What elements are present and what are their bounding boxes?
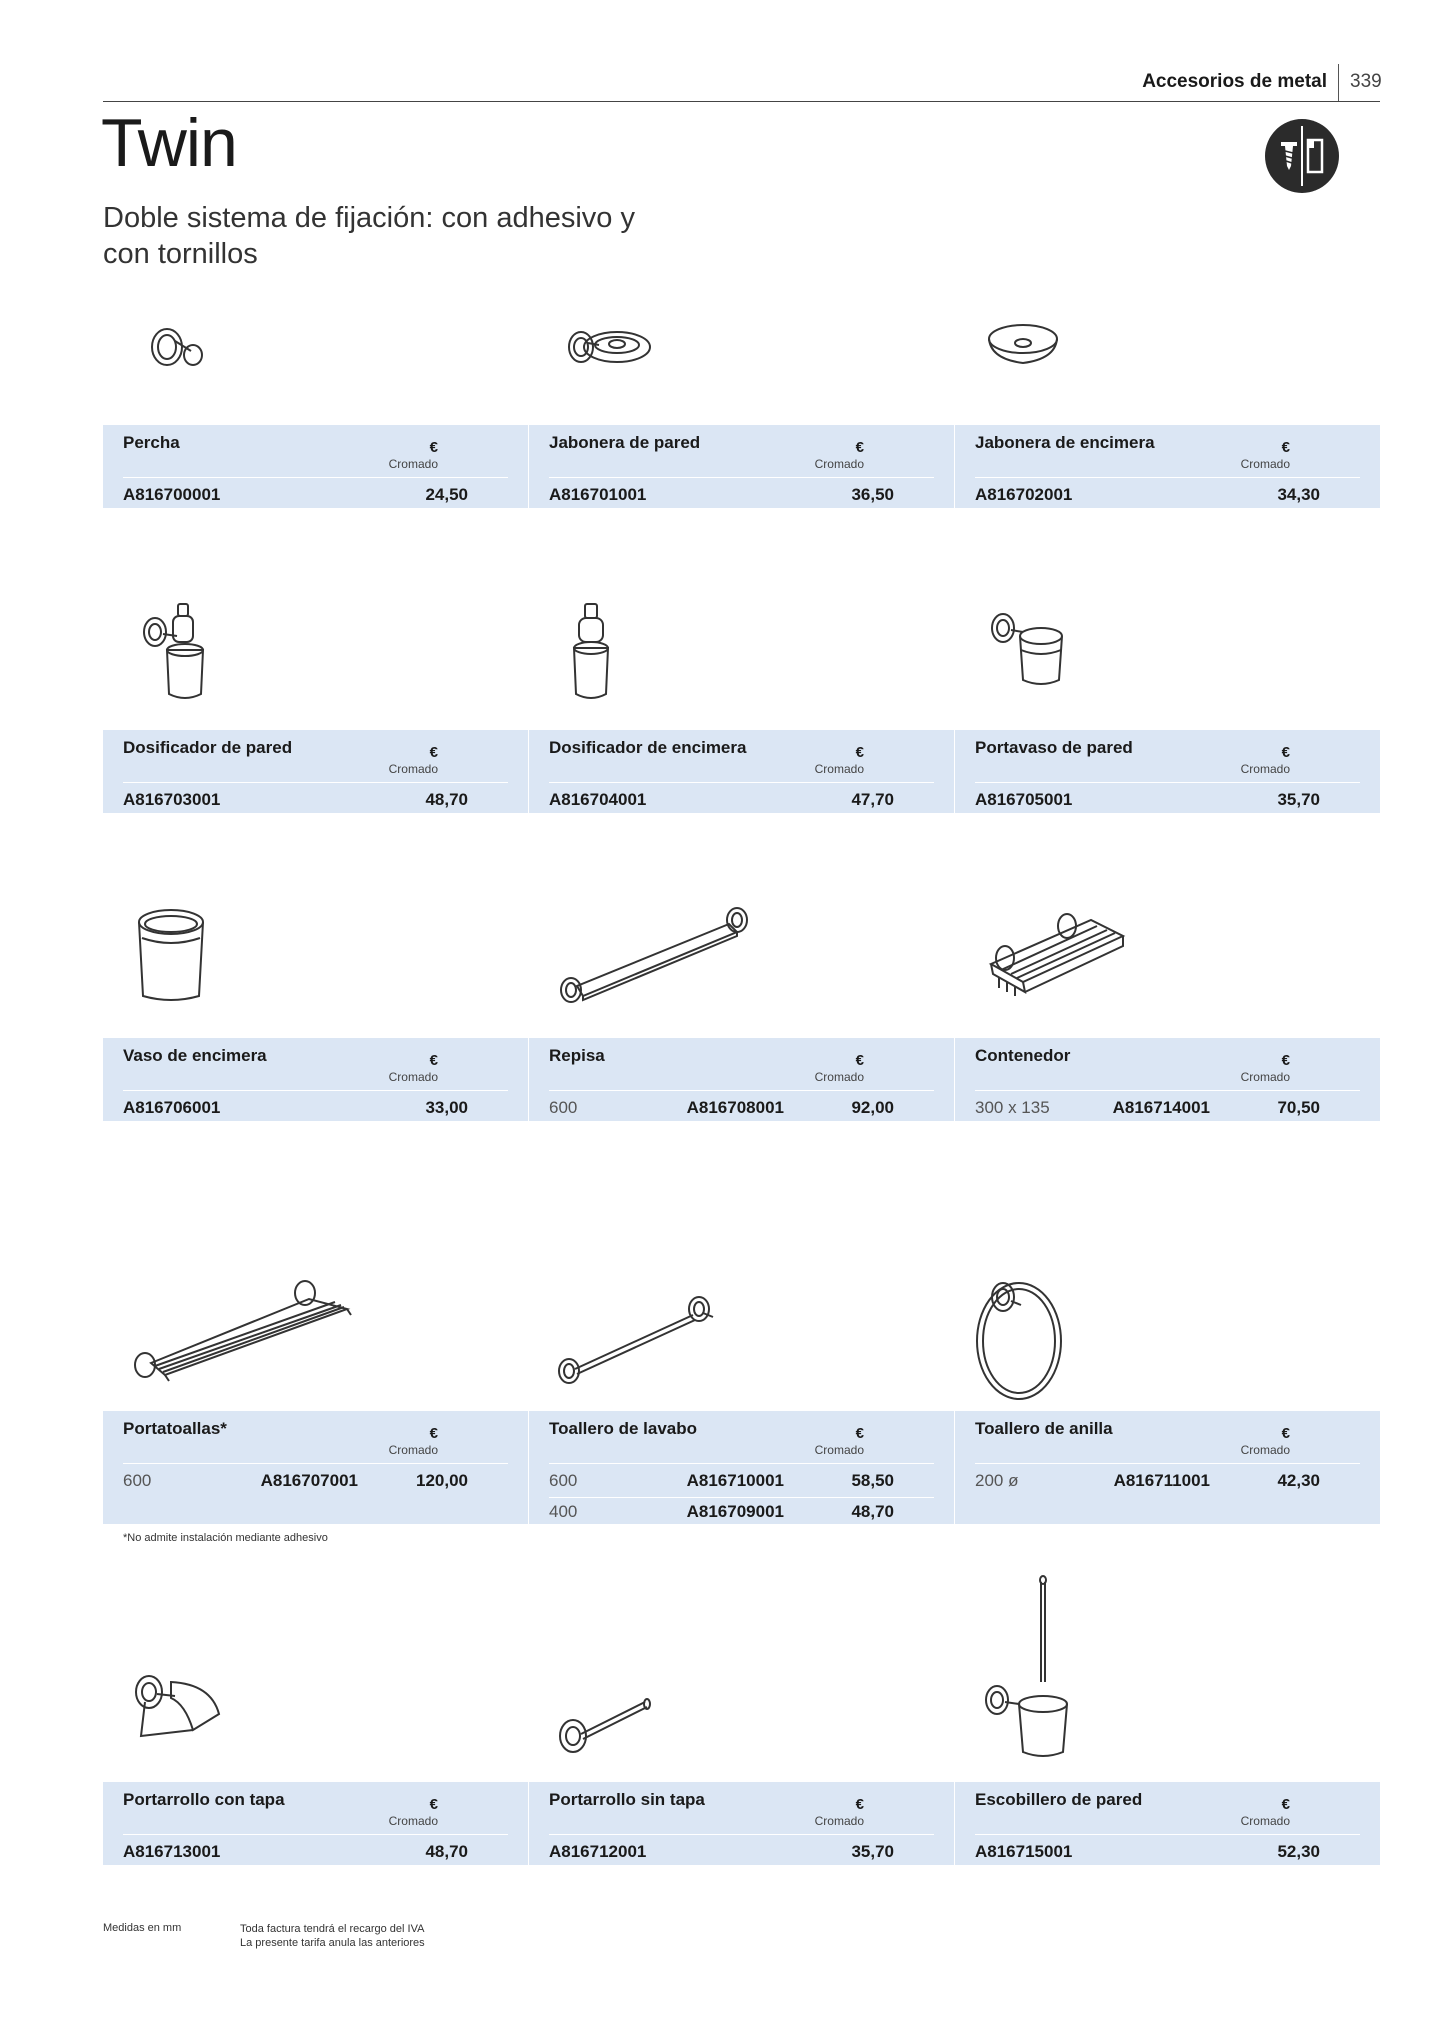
towel-bar-icon: [529, 1271, 954, 1391]
band-divider: [975, 1090, 1360, 1091]
product-name: Toallero de anilla: [975, 1419, 1113, 1438]
product-name: Vaso de encimera: [123, 1046, 267, 1065]
product-code: A816711001: [1113, 1471, 1210, 1490]
product-code: A816704001: [549, 790, 647, 809]
product-name: Portarrollo sin tapa: [549, 1790, 705, 1809]
row-divider: [549, 1497, 934, 1498]
wall-soap-dish-icon: [529, 285, 954, 405]
toilet-brush-holder-icon: [955, 1642, 1380, 1762]
product-code: A816709001: [686, 1502, 784, 1521]
product-code: A816708001: [686, 1098, 784, 1117]
product-info-band: [955, 1782, 1380, 1865]
product-dimension: 600: [123, 1471, 152, 1490]
band-divider: [123, 1090, 508, 1091]
product-name: Repisa: [549, 1046, 605, 1065]
band-divider: [549, 1834, 934, 1835]
product-info-band: [955, 1038, 1380, 1121]
product-info-band: [955, 730, 1380, 813]
towel-rack-icon: [103, 1271, 528, 1391]
product-code: A816701001: [549, 485, 647, 504]
finish-label: Cromado: [1240, 762, 1290, 776]
product-row: [549, 1098, 894, 1122]
product-row: [549, 1842, 894, 1866]
shelf-icon: [529, 898, 954, 1018]
finish-label: Cromado: [388, 762, 438, 776]
wall-dispenser-icon: [103, 590, 528, 710]
product-row: [123, 790, 468, 814]
product-dimension: 300 x 135: [975, 1098, 1050, 1117]
finish-label: Cromado: [814, 1814, 864, 1828]
product-info-band: [103, 730, 528, 813]
product-code: A816703001: [123, 790, 221, 809]
band-divider: [549, 1463, 934, 1464]
product-code: A816700001: [123, 485, 221, 504]
product-code: A816715001: [975, 1842, 1073, 1861]
finish-label: Cromado: [388, 1070, 438, 1084]
toilet-roll-holder-lid-icon: [103, 1642, 528, 1762]
currency-label: €: [855, 744, 864, 761]
currency-label: €: [855, 1796, 864, 1813]
product-price: 48,70: [851, 1502, 894, 1521]
footer-notes: [240, 1922, 425, 1950]
currency-label: €: [855, 439, 864, 456]
product-price: 35,70: [851, 1842, 894, 1861]
finish-label: Cromado: [1240, 457, 1290, 471]
product-price: 36,50: [851, 485, 894, 504]
product-dimension: 600: [549, 1098, 578, 1117]
header-separator: [1338, 64, 1339, 102]
page-subtitle: Doble sistema de fijación: con adhesivo y con tornillos: [103, 202, 635, 270]
currency-label: €: [429, 1796, 438, 1813]
product-name: Dosificador de pared: [123, 738, 293, 757]
product-price: 42,30: [1277, 1471, 1320, 1490]
product-dimension: 400: [549, 1502, 578, 1521]
product-price: 47,70: [851, 790, 894, 809]
band-divider: [123, 782, 508, 783]
product-price: 52,30: [1277, 1842, 1320, 1861]
product-name: Jabonera de pared: [549, 433, 701, 452]
band-divider: [975, 1834, 1360, 1835]
footer-units: Medidas en mm: [103, 1922, 182, 1934]
footer-note-vat: Toda factura tendrá el recargo del IVA: [240, 1923, 425, 1935]
product-name: Jabonera de encimera: [975, 433, 1155, 452]
product-row: [975, 1842, 1320, 1866]
basket-icon: [955, 898, 1380, 1018]
band-divider: [549, 477, 934, 478]
currency-label: €: [1281, 1425, 1290, 1442]
band-divider: [549, 1090, 934, 1091]
product-info-band: [103, 1411, 528, 1524]
product-code: A816702001: [975, 485, 1073, 504]
section-title: Accesorios de metal: [1142, 71, 1327, 92]
currency-label: €: [1281, 744, 1290, 761]
product-price: 35,70: [1277, 790, 1320, 809]
product-name: Escobillero de pared: [975, 1790, 1143, 1809]
finish-label: Cromado: [388, 457, 438, 471]
product-price: 33,00: [425, 1098, 468, 1117]
product-name: Toallero de lavabo: [549, 1419, 698, 1438]
finish-label: Cromado: [1240, 1814, 1290, 1828]
product-row: [975, 1471, 1320, 1495]
countertop-dispenser-icon: [529, 590, 954, 710]
footnote: *No admite instalación mediante adhesivo: [123, 1532, 328, 1544]
currency-label: €: [855, 1425, 864, 1442]
product-name: Contenedor: [975, 1046, 1071, 1065]
product-name: Percha: [123, 433, 180, 452]
currency-label: €: [429, 439, 438, 456]
product-price: 120,00: [416, 1471, 468, 1490]
product-row: [123, 1471, 468, 1495]
product-row: [549, 1471, 894, 1495]
product-info-band: [955, 425, 1380, 508]
product-price: 24,50: [425, 485, 468, 504]
towel-ring-icon: [955, 1271, 1380, 1391]
product-code: A816707001: [260, 1471, 358, 1490]
countertop-soap-dish-icon: [955, 285, 1380, 405]
product-code: A816712001: [549, 1842, 647, 1861]
currency-label: €: [429, 1052, 438, 1069]
product-name: Portarrollo con tapa: [123, 1790, 285, 1809]
product-row: [123, 1842, 468, 1866]
band-divider: [123, 1463, 508, 1464]
finish-label: Cromado: [814, 457, 864, 471]
finish-label: Cromado: [814, 762, 864, 776]
product-row: [549, 1502, 894, 1526]
footer-note-tariff: La presente tarifa anula las anteriores: [240, 1937, 425, 1949]
screw-and-adhesive-icon: [1264, 118, 1340, 194]
product-info-band: [103, 1038, 528, 1121]
currency-label: €: [1281, 439, 1290, 456]
product-price: 70,50: [1277, 1098, 1320, 1117]
product-row: [975, 1098, 1320, 1122]
band-divider: [975, 782, 1360, 783]
currency-label: €: [855, 1052, 864, 1069]
product-row: [123, 1098, 468, 1122]
band-divider: [123, 477, 508, 478]
product-price: 58,50: [851, 1471, 894, 1490]
product-info-band: [529, 1411, 954, 1524]
product-price: 48,70: [425, 790, 468, 809]
product-code: A816713001: [123, 1842, 221, 1861]
product-price: 34,30: [1277, 485, 1320, 504]
header-rule: [103, 101, 1380, 102]
product-row: [549, 790, 894, 814]
product-info-band: [529, 730, 954, 813]
product-info-band: [529, 425, 954, 508]
product-name: Portavaso de pared: [975, 738, 1133, 757]
band-divider: [123, 1834, 508, 1835]
page-number: 339: [1350, 71, 1382, 92]
product-dimension: 600: [549, 1471, 578, 1490]
finish-label: Cromado: [1240, 1070, 1290, 1084]
product-info-band: [529, 1038, 954, 1121]
product-dimension: 200 ø: [975, 1471, 1019, 1490]
product-name: Dosificador de encimera: [549, 738, 747, 757]
product-price: 48,70: [425, 1842, 468, 1861]
currency-label: €: [429, 1425, 438, 1442]
band-divider: [975, 477, 1360, 478]
product-info-band: [955, 1411, 1380, 1524]
toilet-roll-holder-icon: [529, 1642, 954, 1762]
product-code: A816706001: [123, 1098, 221, 1117]
product-name: Portatoallas*: [123, 1419, 227, 1438]
finish-label: Cromado: [814, 1070, 864, 1084]
robe-hook-icon: [103, 285, 528, 405]
product-info-band: [529, 1782, 954, 1865]
countertop-tumbler-icon: [103, 898, 528, 1018]
finish-label: Cromado: [814, 1443, 864, 1457]
finish-label: Cromado: [388, 1443, 438, 1457]
product-row: [123, 485, 468, 509]
product-row: [549, 485, 894, 509]
product-code: A816714001: [1112, 1098, 1210, 1117]
currency-label: €: [1281, 1052, 1290, 1069]
wall-tumbler-holder-icon: [955, 590, 1380, 710]
band-divider: [549, 782, 934, 783]
page-title: Twin: [101, 105, 237, 181]
product-row: [975, 790, 1320, 814]
product-code: A816705001: [975, 790, 1073, 809]
product-row: [975, 485, 1320, 509]
currency-label: €: [429, 744, 438, 761]
product-price: 92,00: [851, 1098, 894, 1117]
product-code: A816710001: [686, 1471, 784, 1490]
currency-label: €: [1281, 1796, 1290, 1813]
product-info-band: [103, 425, 528, 508]
finish-label: Cromado: [388, 1814, 438, 1828]
product-info-band: [103, 1782, 528, 1865]
band-divider: [975, 1463, 1360, 1464]
finish-label: Cromado: [1240, 1443, 1290, 1457]
